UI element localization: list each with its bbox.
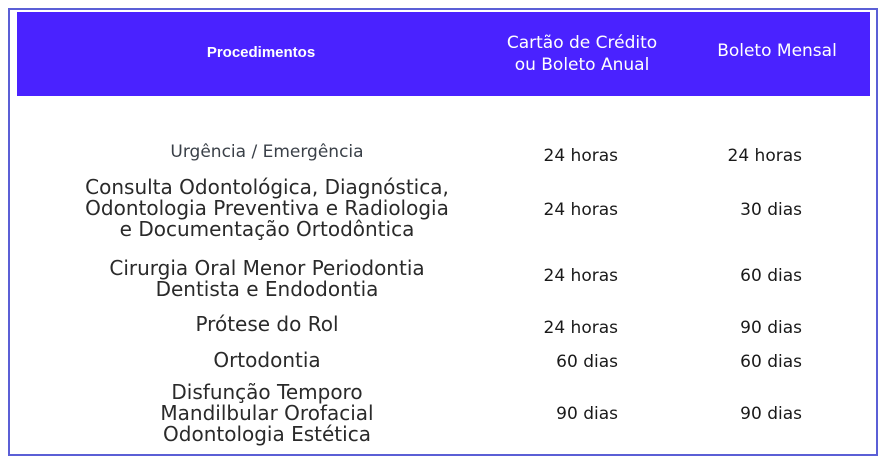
header-boleto-monthly: Boleto Mensal [717,41,837,61]
procedure-line: Cirurgia Oral Menor Periodontia [109,256,425,280]
header-card-line2: ou Boleto Anual [514,55,650,75]
boleto-waiting-period: 90 dias [740,318,802,338]
boleto-waiting-period: 60 dias [740,352,802,372]
table-row [17,314,870,340]
procedure-line: Mandilbular Orofacial [160,401,374,425]
header-card-annual [487,32,677,76]
header-procedures: Procedimentos [206,44,316,61]
boleto-waiting-period: 30 dias [740,200,802,220]
card-waiting-period: 24 horas [543,266,618,286]
procedure-name [57,258,477,300]
boleto-waiting-period: 60 dias [740,266,802,286]
procedure-line: Disfunção Temporo [171,380,363,404]
card-waiting-period: 24 horas [543,146,618,166]
procedure-name [57,382,477,445]
procedure-line: Ortodontia [213,348,321,372]
card-waiting-period: 90 dias [556,404,618,424]
table-row [17,177,870,241]
table-row [17,258,870,302]
table-row [17,382,870,446]
procedure-line: Urgência / Emergência [170,142,364,162]
header-card-line1: Cartão de Crédito [506,33,658,53]
procedure-line: Odontologia Estética [163,422,371,446]
table-row [17,350,870,376]
procedure-line: Odontologia Preventiva e Radiologia [85,196,449,220]
procedure-line: Consulta Odontológica, Diagnóstica, [85,175,449,199]
table-row [17,140,870,166]
procedure-name [57,350,477,371]
procedure-line: Prótese do Rol [195,312,339,336]
table-header [17,12,870,96]
boleto-waiting-period: 24 horas [727,146,802,166]
procedure-name [57,142,477,163]
procedure-name [57,314,477,335]
card-waiting-period: 60 dias [556,352,618,372]
procedure-name [57,177,477,240]
card-waiting-period: 24 horas [543,318,618,338]
procedure-line: Dentista e Endodontia [155,277,379,301]
boleto-waiting-period: 90 dias [740,404,802,424]
procedure-line: e Documentação Ortodôntica [119,217,415,241]
card-waiting-period: 24 horas [543,200,618,220]
